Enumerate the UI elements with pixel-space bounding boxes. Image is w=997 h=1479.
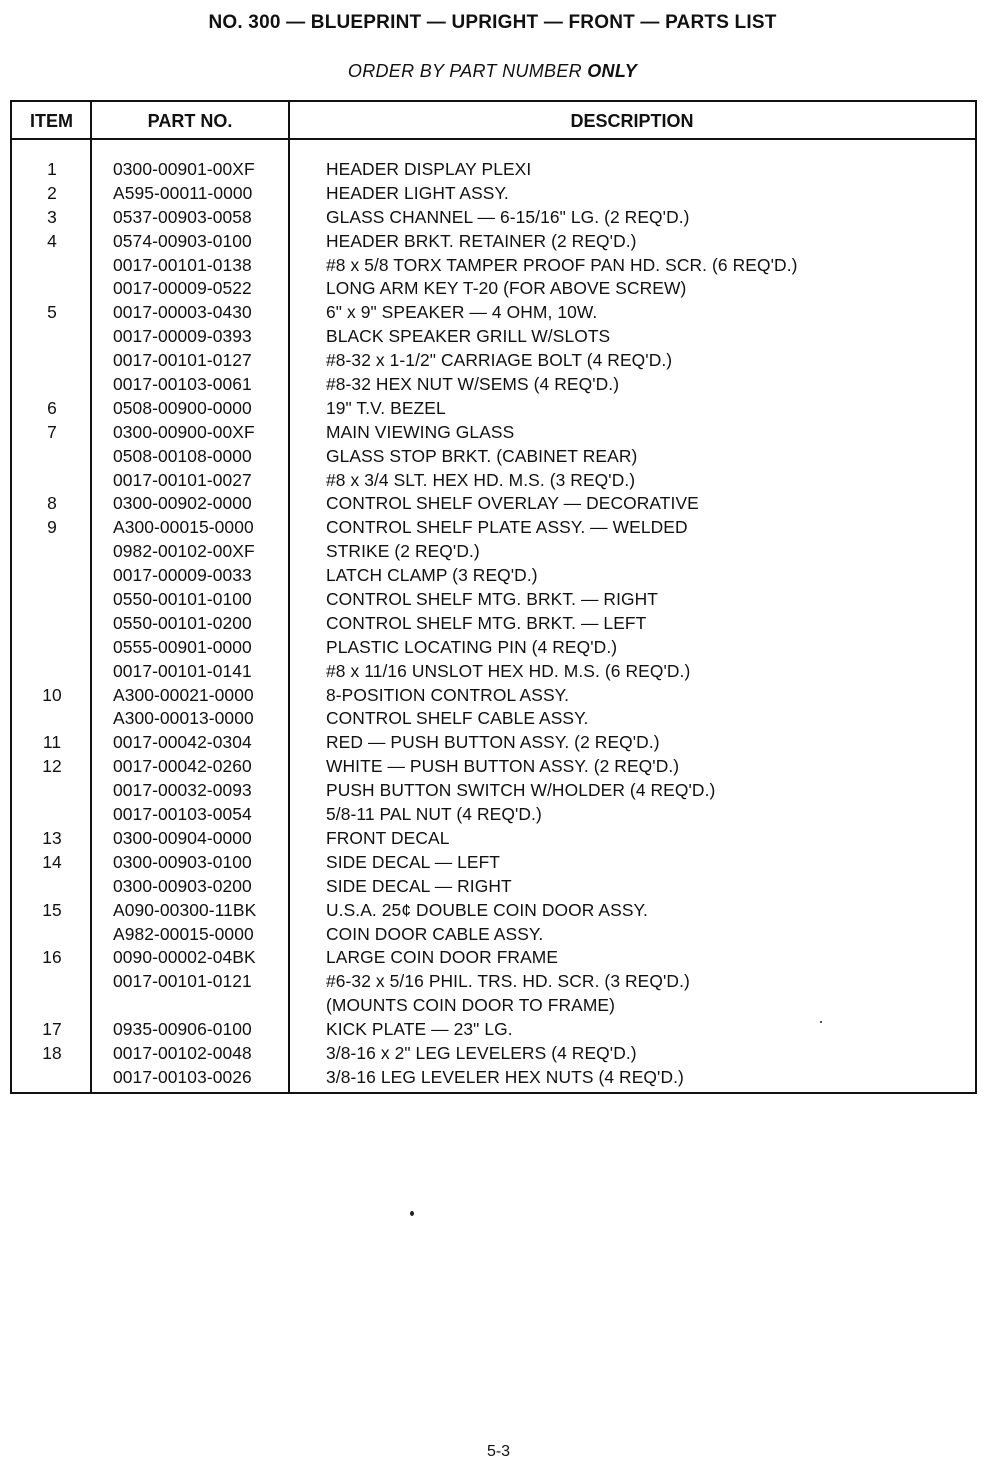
part-description: #8-32 HEX NUT W/SEMS (4 REQ'D.) (326, 374, 620, 395)
part-description: STRIKE (2 REQ'D.) (326, 541, 480, 562)
part-number: A300-00015-0000 (113, 517, 254, 538)
part-number: 0017-00103-0026 (113, 1066, 252, 1087)
part-description: U.S.A. 25¢ DOUBLE COIN DOOR ASSY. (326, 899, 648, 920)
header-description: DESCRIPTION (570, 111, 694, 131)
part-number: 0017-00042-0260 (113, 756, 252, 777)
part-number: A090-00300-11BK (113, 899, 257, 920)
table-row (12, 946, 975, 970)
part-description: 3/8-16 LEG LEVELER HEX NUTS (4 REQ'D.) (326, 1066, 684, 1087)
table-row (12, 349, 975, 373)
item-number: 5 (47, 302, 57, 323)
table-row (12, 899, 975, 923)
scan-speck (410, 1211, 414, 1216)
part-description: HEADER DISPLAY PLEXI (326, 159, 532, 179)
table-header (12, 102, 975, 140)
part-number: 0017-00009-0033 (113, 565, 252, 586)
item-number: 8 (47, 493, 57, 514)
part-number: 0017-00003-0430 (113, 302, 252, 323)
part-description: #8 x 5/8 TORX TAMPER PROOF PAN HD. SCR. (6 REQ'D.) (326, 254, 798, 275)
part-description: 5/8-11 PAL NUT (4 REQ'D.) (326, 804, 542, 825)
part-number: 0550-00101-0200 (113, 612, 252, 633)
table-row (12, 612, 975, 636)
order-instruction (0, 61, 985, 82)
part-number: 0017-00102-0048 (113, 1042, 252, 1063)
part-number: 0574-00903-0100 (113, 230, 252, 251)
table-row (12, 636, 975, 660)
part-number: 0555-00901-0000 (113, 636, 252, 657)
page-title: NO. 300 — BLUEPRINT — UPRIGHT — FRONT — PARTS LIST (208, 12, 777, 33)
part-number: 0017-00042-0304 (113, 732, 252, 753)
part-description: RED — PUSH BUTTON ASSY. (2 REQ'D.) (326, 732, 660, 753)
part-description: CONTROL SHELF OVERLAY — DECORATIVE (326, 493, 699, 514)
table-row (12, 875, 975, 899)
part-description: PUSH BUTTON SWITCH W/HOLDER (4 REQ'D.) (326, 780, 716, 801)
part-number: 0017-00103-0054 (113, 804, 252, 825)
part-number: A300-00013-0000 (113, 708, 254, 729)
part-description: PLASTIC LOCATING PIN (4 REQ'D.) (326, 636, 618, 657)
part-description: #6-32 x 5/16 PHIL. TRS. HD. SCR. (3 REQ'D.) (326, 971, 690, 992)
table-row (12, 158, 975, 182)
table-row (12, 660, 975, 684)
part-description: FRONT DECAL (326, 827, 450, 848)
part-number: 0017-00101-0138 (113, 254, 252, 275)
header-part-no: PART NO. (147, 111, 233, 131)
item-number: 16 (42, 947, 62, 968)
part-number: 0300-00902-0000 (113, 493, 252, 514)
part-number: 0017-00009-0522 (113, 278, 252, 299)
table-row (12, 421, 975, 445)
part-number: 0508-00900-0000 (113, 397, 252, 418)
part-number: 0508-00108-0000 (113, 445, 252, 466)
part-description: #8 x 3/4 SLT. HEX HD. M.S. (3 REQ'D.) (326, 469, 636, 490)
order-instruction-emphasis: ONLY (587, 61, 638, 81)
table-row (12, 540, 975, 564)
table-row (12, 206, 975, 230)
part-description: WHITE — PUSH BUTTON ASSY. (2 REQ'D.) (326, 756, 680, 777)
part-description: LONG ARM KEY T-20 (FOR ABOVE SCREW) (326, 278, 687, 299)
page-number: 5-3 (486, 1443, 511, 1460)
part-description: CONTROL SHELF PLATE ASSY. — WELDED (326, 517, 688, 538)
part-number: 0017-00101-0121 (113, 971, 252, 992)
table-row (12, 182, 975, 206)
part-number: A982-00015-0000 (113, 923, 254, 944)
part-description: #8 x 11/16 UNSLOT HEX HD. M.S. (6 REQ'D.) (326, 660, 691, 681)
table-row (12, 492, 975, 516)
part-number: 0550-00101-0100 (113, 589, 252, 610)
item-number: 10 (42, 684, 62, 705)
item-number: 14 (42, 851, 62, 872)
item-number: 3 (47, 206, 57, 227)
item-number: 13 (42, 827, 62, 848)
table-row (12, 684, 975, 708)
part-number: 0017-00103-0061 (113, 374, 252, 395)
table-row (12, 469, 975, 493)
table-body (12, 158, 975, 1090)
table-row (12, 1018, 975, 1042)
part-description: BLACK SPEAKER GRILL W/SLOTS (326, 326, 611, 347)
part-number: 0300-00904-0000 (113, 827, 252, 848)
table-row (12, 827, 975, 851)
table-row (12, 970, 975, 994)
table-row (12, 564, 975, 588)
part-description: COIN DOOR CABLE ASSY. (326, 923, 544, 944)
table-row (12, 373, 975, 397)
item-number: 1 (47, 159, 57, 179)
part-description: GLASS CHANNEL — 6-15/16" LG. (2 REQ'D.) (326, 206, 690, 227)
part-description: LATCH CLAMP (3 REQ'D.) (326, 565, 538, 586)
part-number: 0090-00002-04BK (113, 947, 256, 968)
part-number: A300-00021-0000 (113, 684, 254, 705)
part-number: A595-00011-0000 (113, 182, 253, 203)
table-row (12, 707, 975, 731)
table-row (12, 851, 975, 875)
part-number: 0537-00903-0058 (113, 206, 252, 227)
table-row (12, 325, 975, 349)
part-description: GLASS STOP BRKT. (CABINET REAR) (326, 445, 638, 466)
part-number: 0017-00032-0093 (113, 780, 252, 801)
part-description: 6" x 9" SPEAKER — 4 OHM, 10W. (326, 302, 598, 323)
table-row (12, 445, 975, 469)
part-description: LARGE COIN DOOR FRAME (326, 947, 559, 968)
table-row (12, 1042, 975, 1066)
part-description: (MOUNTS COIN DOOR TO FRAME) (326, 995, 615, 1016)
part-number: 0300-00900-00XF (113, 421, 255, 442)
part-number: 0982-00102-00XF (113, 541, 255, 562)
item-number: 6 (47, 397, 57, 418)
item-number: 2 (47, 182, 57, 203)
table-row (12, 923, 975, 947)
table-row (12, 731, 975, 755)
part-number: 0300-00901-00XF (113, 159, 255, 179)
part-number: 0017-00009-0393 (113, 326, 252, 347)
part-description: CONTROL SHELF MTG. BRKT. — LEFT (326, 612, 647, 633)
part-description: SIDE DECAL — LEFT (326, 851, 501, 872)
item-number: 17 (42, 1019, 62, 1040)
part-description: 8-POSITION CONTROL ASSY. (326, 684, 570, 705)
part-number: 0017-00101-0027 (113, 469, 252, 490)
table-row (12, 516, 975, 540)
part-number: 0935-00906-0100 (113, 1019, 252, 1040)
part-description: MAIN VIEWING GLASS (326, 421, 515, 442)
item-number: 12 (42, 756, 62, 777)
table-row (12, 588, 975, 612)
item-number: 11 (42, 732, 62, 753)
part-description: SIDE DECAL — RIGHT (326, 875, 512, 896)
header-item: ITEM (30, 111, 73, 131)
table-row (12, 755, 975, 779)
part-description: #8-32 x 1-1/2" CARRIAGE BOLT (4 REQ'D.) (326, 350, 673, 371)
table-row (12, 994, 975, 1018)
item-number: 7 (47, 421, 57, 442)
table-row (12, 803, 975, 827)
part-description: CONTROL SHELF CABLE ASSY. (326, 708, 589, 729)
table-row (12, 254, 975, 278)
part-description: KICK PLATE — 23" LG. (326, 1019, 513, 1040)
table-row (12, 301, 975, 325)
scan-speck (820, 1021, 822, 1023)
table-row (12, 277, 975, 301)
table-row (12, 397, 975, 421)
part-number: 0300-00903-0100 (113, 851, 252, 872)
part-description: CONTROL SHELF MTG. BRKT. — RIGHT (326, 589, 659, 610)
table-row (12, 1066, 975, 1090)
part-description: 19" T.V. BEZEL (326, 397, 446, 418)
part-description: HEADER LIGHT ASSY. (326, 182, 509, 203)
item-number: 9 (47, 517, 57, 538)
table-row (12, 779, 975, 803)
table-row (12, 230, 975, 254)
part-description: HEADER BRKT. RETAINER (2 REQ'D.) (326, 230, 637, 251)
parts-table (10, 100, 977, 1094)
part-description: 3/8-16 x 2" LEG LEVELERS (4 REQ'D.) (326, 1042, 637, 1063)
part-number: 0017-00101-0141 (113, 660, 252, 681)
item-number: 15 (42, 899, 62, 920)
part-number: 0300-00903-0200 (113, 875, 252, 896)
order-instruction-text: ORDER BY PART NUMBER (347, 61, 588, 81)
item-number: 18 (42, 1042, 62, 1063)
item-number: 4 (47, 230, 57, 251)
part-number: 0017-00101-0127 (113, 350, 252, 371)
